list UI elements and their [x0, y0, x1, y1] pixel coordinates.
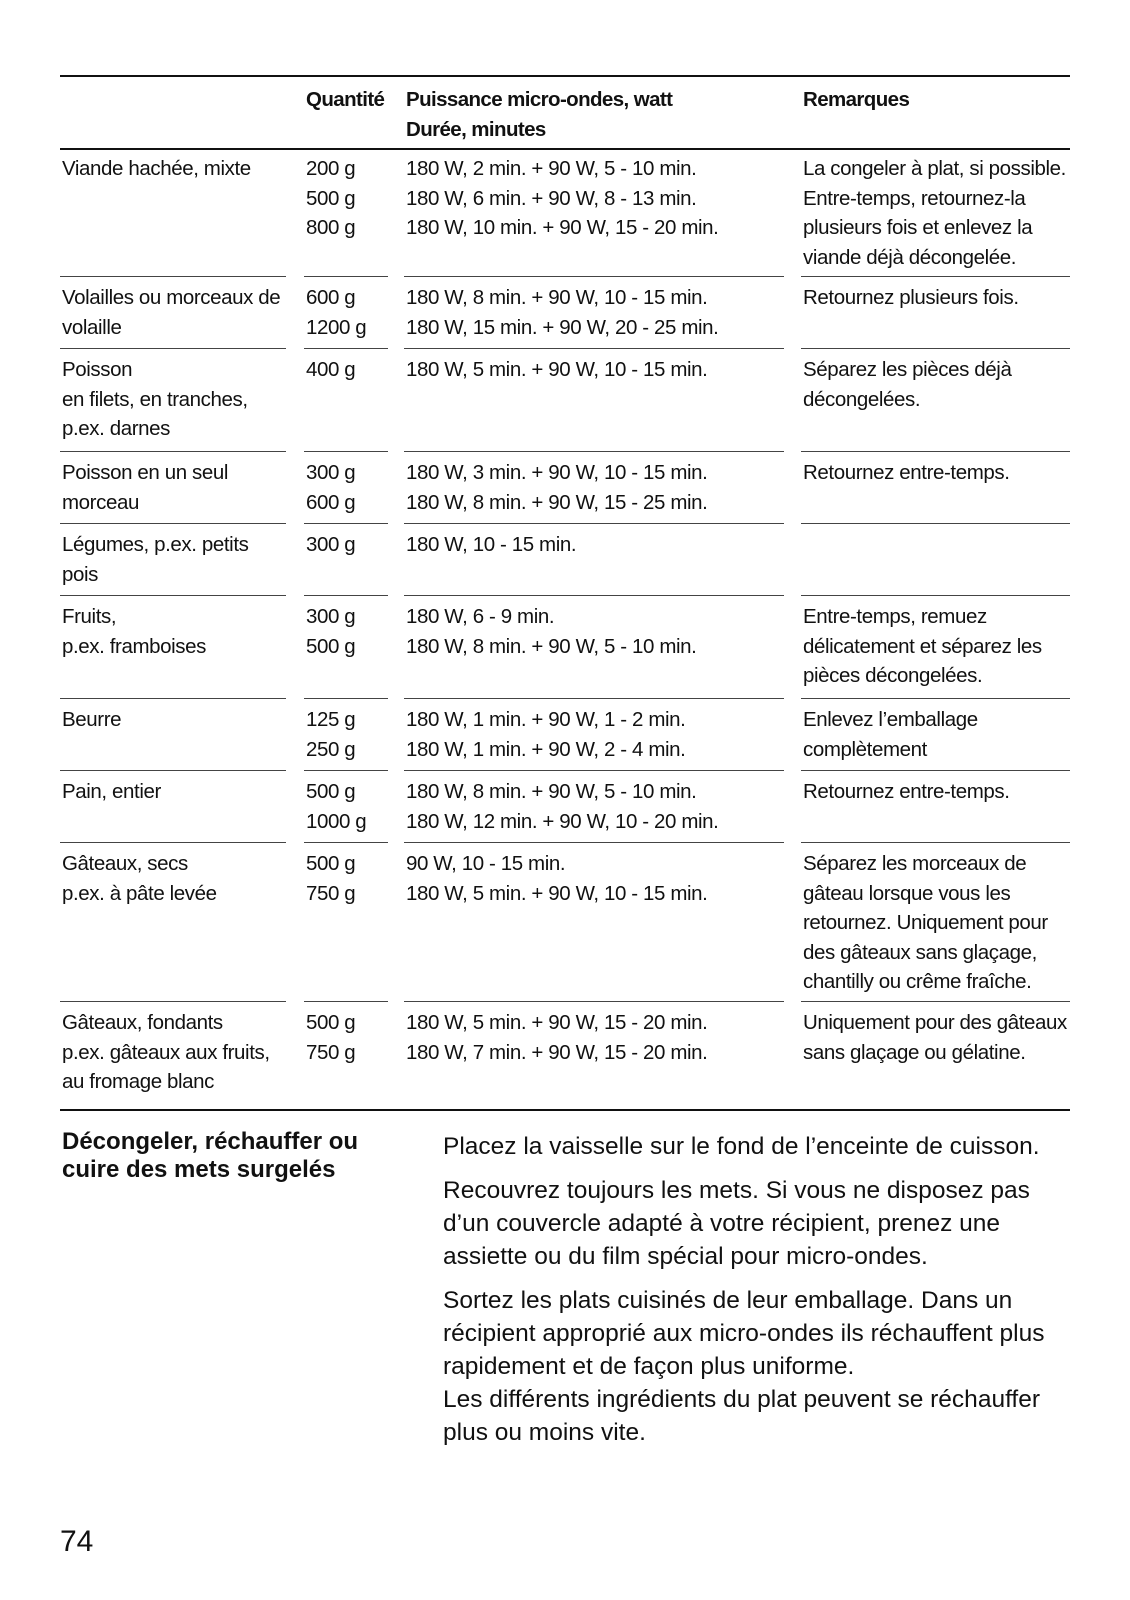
cell-remarks-line: Entre-temps, retournez-la: [803, 186, 1026, 210]
cell-remarks-line: La congeler à plat, si possible.: [803, 157, 1066, 180]
row-separator: [60, 276, 286, 277]
cell-item-line: Fruits,: [62, 605, 117, 628]
section-paragraph: Sortez les plats cuisinés de leur emballage. Dans un récipient approprié aux micro-ondes ils réchauffent plus rapidement et de façon plus uniforme.: [443, 1287, 1045, 1380]
cell-quantity: [306, 283, 366, 342]
header-remarks: [803, 85, 909, 115]
cell-quantity-line: 300 g: [306, 461, 356, 484]
cell-remarks-line: Uniquement pour des gâteaux: [803, 1011, 1067, 1034]
cell-quantity-line: 400 g: [306, 358, 356, 381]
row-separator: [404, 276, 784, 277]
cell-power-line: 180 W, 1 min. + 90 W, 1 - 2 min.: [406, 708, 686, 731]
cell-power: [406, 602, 696, 661]
cell-quantity: [306, 458, 355, 517]
cell-item: [62, 777, 161, 807]
cell-power-line: 180 W, 2 min. + 90 W, 5 - 10 min.: [406, 157, 697, 180]
section-title: Décongeler, réchauffer ou cuire des mets surgelés: [62, 1128, 359, 1183]
cell-quantity-line: 125 g: [306, 708, 356, 731]
cell-remarks-line: sans glaçage ou gélatine.: [803, 1040, 1026, 1064]
cell-item: [62, 849, 217, 908]
cell-power-line: 180 W, 7 min. + 90 W, 15 - 20 min.: [406, 1040, 708, 1064]
cell-item: [62, 705, 121, 735]
cell-quantity-line: 600 g: [306, 286, 356, 309]
row-separator: [60, 842, 286, 843]
cell-power-line: 180 W, 5 min. + 90 W, 15 - 20 min.: [406, 1011, 708, 1034]
cell-power-line: 180 W, 15 min. + 90 W, 20 - 25 min.: [406, 315, 719, 339]
cell-quantity-line: 250 g: [306, 737, 356, 761]
cell-quantity: [306, 154, 355, 243]
cell-quantity-line: 800 g: [306, 216, 356, 239]
cell-power-line: 180 W, 3 min. + 90 W, 10 - 15 min.: [406, 461, 708, 484]
cell-quantity: [306, 777, 366, 836]
cell-power-line: 180 W, 10 - 15 min.: [406, 533, 577, 556]
cell-power-line: 180 W, 8 min. + 90 W, 15 - 25 min.: [406, 490, 708, 514]
cell-item-line: Légumes, p.ex. petits: [62, 533, 249, 556]
cell-quantity-line: 750 g: [306, 1040, 356, 1064]
cell-item: [62, 458, 228, 517]
section-paragraph: Placez la vaisselle sur le fond de l’enceinte de cuisson.: [443, 1133, 1040, 1160]
cell-quantity-line: 500 g: [306, 852, 356, 875]
cell-item: [62, 154, 251, 184]
row-separator: [304, 451, 388, 452]
header-remarks-label: Remarques: [803, 88, 910, 111]
row-separator: [404, 770, 784, 771]
cell-remarks-line: Retournez entre-temps.: [803, 780, 1010, 803]
cell-quantity: [306, 1008, 355, 1067]
row-separator: [404, 842, 784, 843]
cell-power-line: 180 W, 6 - 9 min.: [406, 605, 555, 628]
cell-remarks-line: Retournez entre-temps.: [803, 461, 1010, 484]
cell-remarks-line: délicatement et séparez les: [803, 634, 1042, 658]
table-top-rule: [60, 75, 1070, 77]
cell-remarks-line: complètement: [803, 737, 927, 761]
cell-power-line: 180 W, 12 min. + 90 W, 10 - 20 min.: [406, 809, 719, 833]
row-separator: [304, 523, 388, 524]
cell-item-line: volaille: [62, 315, 122, 339]
cell-power: [406, 1008, 707, 1067]
row-separator: [404, 698, 784, 699]
row-separator: [60, 451, 286, 452]
cell-remarks-line: Enlevez l’emballage: [803, 708, 978, 731]
cell-item-line: p.ex. à pâte levée: [62, 881, 217, 905]
cell-remarks: [803, 154, 1066, 272]
cell-remarks-line: Entre-temps, remuez: [803, 605, 987, 628]
cell-remarks-line: plusieurs fois et enlevez la: [803, 216, 1033, 239]
cell-remarks: [803, 355, 1011, 414]
row-separator: [304, 595, 388, 596]
cell-quantity-line: 750 g: [306, 881, 356, 905]
cell-item-line: p.ex. framboises: [62, 634, 206, 658]
cell-item-line: Beurre: [62, 708, 122, 731]
header-power: [406, 85, 672, 144]
row-separator: [801, 276, 1070, 277]
cell-item-line: Poisson en un seul: [62, 461, 229, 484]
section-paragraph: Recouvrez toujours les mets. Si vous ne disposez pas d’un couvercle adapté à votre récipient, prenez une assiette ou du film spécial pour micro-ondes.: [443, 1177, 1030, 1270]
row-separator: [60, 698, 286, 699]
cell-quantity: [306, 530, 355, 560]
table-header-rule: [60, 148, 1070, 150]
cell-remarks-line: gâteau lorsque vous les: [803, 881, 1011, 905]
cell-item-line: p.ex. darnes: [62, 417, 171, 440]
row-separator: [404, 1001, 784, 1002]
cell-remarks-line: Retournez plusieurs fois.: [803, 286, 1019, 309]
header-quantity-label: Quantité: [306, 88, 385, 111]
cell-remarks: [803, 705, 978, 764]
section-paragraph: Les différents ingrédients du plat peuvent se réchauffer plus ou moins vite.: [443, 1386, 1041, 1446]
header-power-line: Puissance micro-ondes, watt: [406, 88, 673, 111]
cell-remarks: [803, 1008, 1067, 1067]
row-separator: [304, 842, 388, 843]
row-separator: [304, 698, 388, 699]
cell-remarks-line: décongelées.: [803, 387, 921, 411]
row-separator: [801, 698, 1070, 699]
row-separator: [60, 348, 286, 349]
cell-remarks: [803, 283, 1019, 313]
cell-quantity-line: 200 g: [306, 157, 356, 180]
cell-power: [406, 355, 707, 385]
cell-quantity: [306, 705, 355, 764]
table-bottom-rule: [60, 1109, 1070, 1111]
cell-power: [406, 849, 707, 908]
cell-item-line: Gâteaux, fondants: [62, 1011, 223, 1034]
row-separator: [304, 276, 388, 277]
cell-remarks-line: pièces décongelées.: [803, 664, 983, 687]
cell-quantity-line: 500 g: [306, 1011, 356, 1034]
row-separator: [801, 1001, 1070, 1002]
row-separator: [404, 451, 784, 452]
cell-remarks-line: des gâteaux sans glaçage,: [803, 940, 1037, 964]
cell-power: [406, 530, 576, 560]
row-separator: [801, 523, 1070, 524]
row-separator: [404, 523, 784, 524]
cell-item: [62, 283, 280, 342]
cell-quantity-line: 300 g: [306, 605, 356, 628]
row-separator: [801, 770, 1070, 771]
cell-remarks-line: chantilly ou crême fraîche.: [803, 970, 1032, 993]
cell-quantity-line: 300 g: [306, 533, 356, 556]
row-separator: [404, 595, 784, 596]
cell-remarks: [803, 777, 1010, 807]
row-separator: [404, 348, 784, 349]
cell-item-line: Viande hachée, mixte: [62, 157, 251, 180]
cell-remarks-line: Séparez les pièces déjà: [803, 358, 1012, 381]
cell-quantity-line: 500 g: [306, 634, 356, 658]
cell-quantity-line: 500 g: [306, 186, 356, 210]
cell-power: [406, 283, 718, 342]
row-separator: [801, 595, 1070, 596]
cell-quantity: [306, 849, 355, 908]
cell-power-line: 180 W, 6 min. + 90 W, 8 - 13 min.: [406, 186, 697, 210]
cell-power-line: 180 W, 10 min. + 90 W, 15 - 20 min.: [406, 216, 719, 239]
cell-item-line: Pain, entier: [62, 780, 161, 803]
cell-remarks: [803, 849, 1048, 997]
cell-remarks: [803, 458, 1010, 488]
cell-quantity-line: 600 g: [306, 490, 356, 514]
cell-power-line: 180 W, 5 min. + 90 W, 10 - 15 min.: [406, 881, 708, 905]
cell-power-line: 180 W, 1 min. + 90 W, 2 - 4 min.: [406, 737, 686, 761]
cell-item: [62, 602, 206, 661]
header-duration-line: Durée, minutes: [406, 117, 546, 141]
row-separator: [60, 770, 286, 771]
cell-power: [406, 458, 707, 517]
cell-remarks-line: Séparez les morceaux de: [803, 852, 1027, 875]
row-separator: [304, 348, 388, 349]
cell-power-line: 90 W, 10 - 15 min.: [406, 852, 566, 875]
row-separator: [304, 770, 388, 771]
row-separator: [60, 523, 286, 524]
cell-remarks-line: retournez. Uniquement pour: [803, 911, 1048, 934]
row-separator: [304, 1001, 388, 1002]
cell-item-line: morceau: [62, 490, 139, 514]
section-body: [443, 1130, 1073, 1460]
row-separator: [801, 348, 1070, 349]
cell-power-line: 180 W, 8 min. + 90 W, 10 - 15 min.: [406, 286, 708, 309]
cell-quantity-line: 1200 g: [306, 315, 367, 339]
cell-power-line: 180 W, 8 min. + 90 W, 5 - 10 min.: [406, 634, 697, 658]
cell-power: [406, 705, 685, 764]
header-quantity: [306, 85, 384, 115]
row-separator: [801, 842, 1070, 843]
cell-quantity: [306, 602, 355, 661]
cell-quantity: [306, 355, 355, 385]
page-number: 74: [60, 1525, 94, 1558]
row-separator: [60, 595, 286, 596]
cell-item-line: pois: [62, 562, 99, 586]
cell-remarks: [803, 602, 1042, 691]
cell-power-line: 180 W, 8 min. + 90 W, 5 - 10 min.: [406, 780, 697, 803]
cell-power-line: 180 W, 5 min. + 90 W, 10 - 15 min.: [406, 358, 708, 381]
cell-item-line: en filets, en tranches,: [62, 387, 248, 411]
cell-power: [406, 154, 718, 243]
cell-remarks-line: viande déjà décongelée.: [803, 245, 1017, 269]
cell-quantity-line: 500 g: [306, 780, 356, 803]
cell-item: [62, 1008, 270, 1097]
cell-item-line: Volailles ou morceaux de: [62, 286, 281, 309]
cell-item-line: p.ex. gâteaux aux fruits,: [62, 1040, 270, 1064]
cell-quantity-line: 1000 g: [306, 809, 367, 833]
row-separator: [801, 451, 1070, 452]
cell-item: [62, 530, 248, 589]
cell-item: [62, 355, 248, 444]
cell-item-line: Poisson: [62, 358, 133, 381]
cell-power: [406, 777, 718, 836]
cell-item-line: au fromage blanc: [62, 1070, 215, 1093]
row-separator: [60, 1001, 286, 1002]
cell-item-line: Gâteaux, secs: [62, 852, 188, 875]
